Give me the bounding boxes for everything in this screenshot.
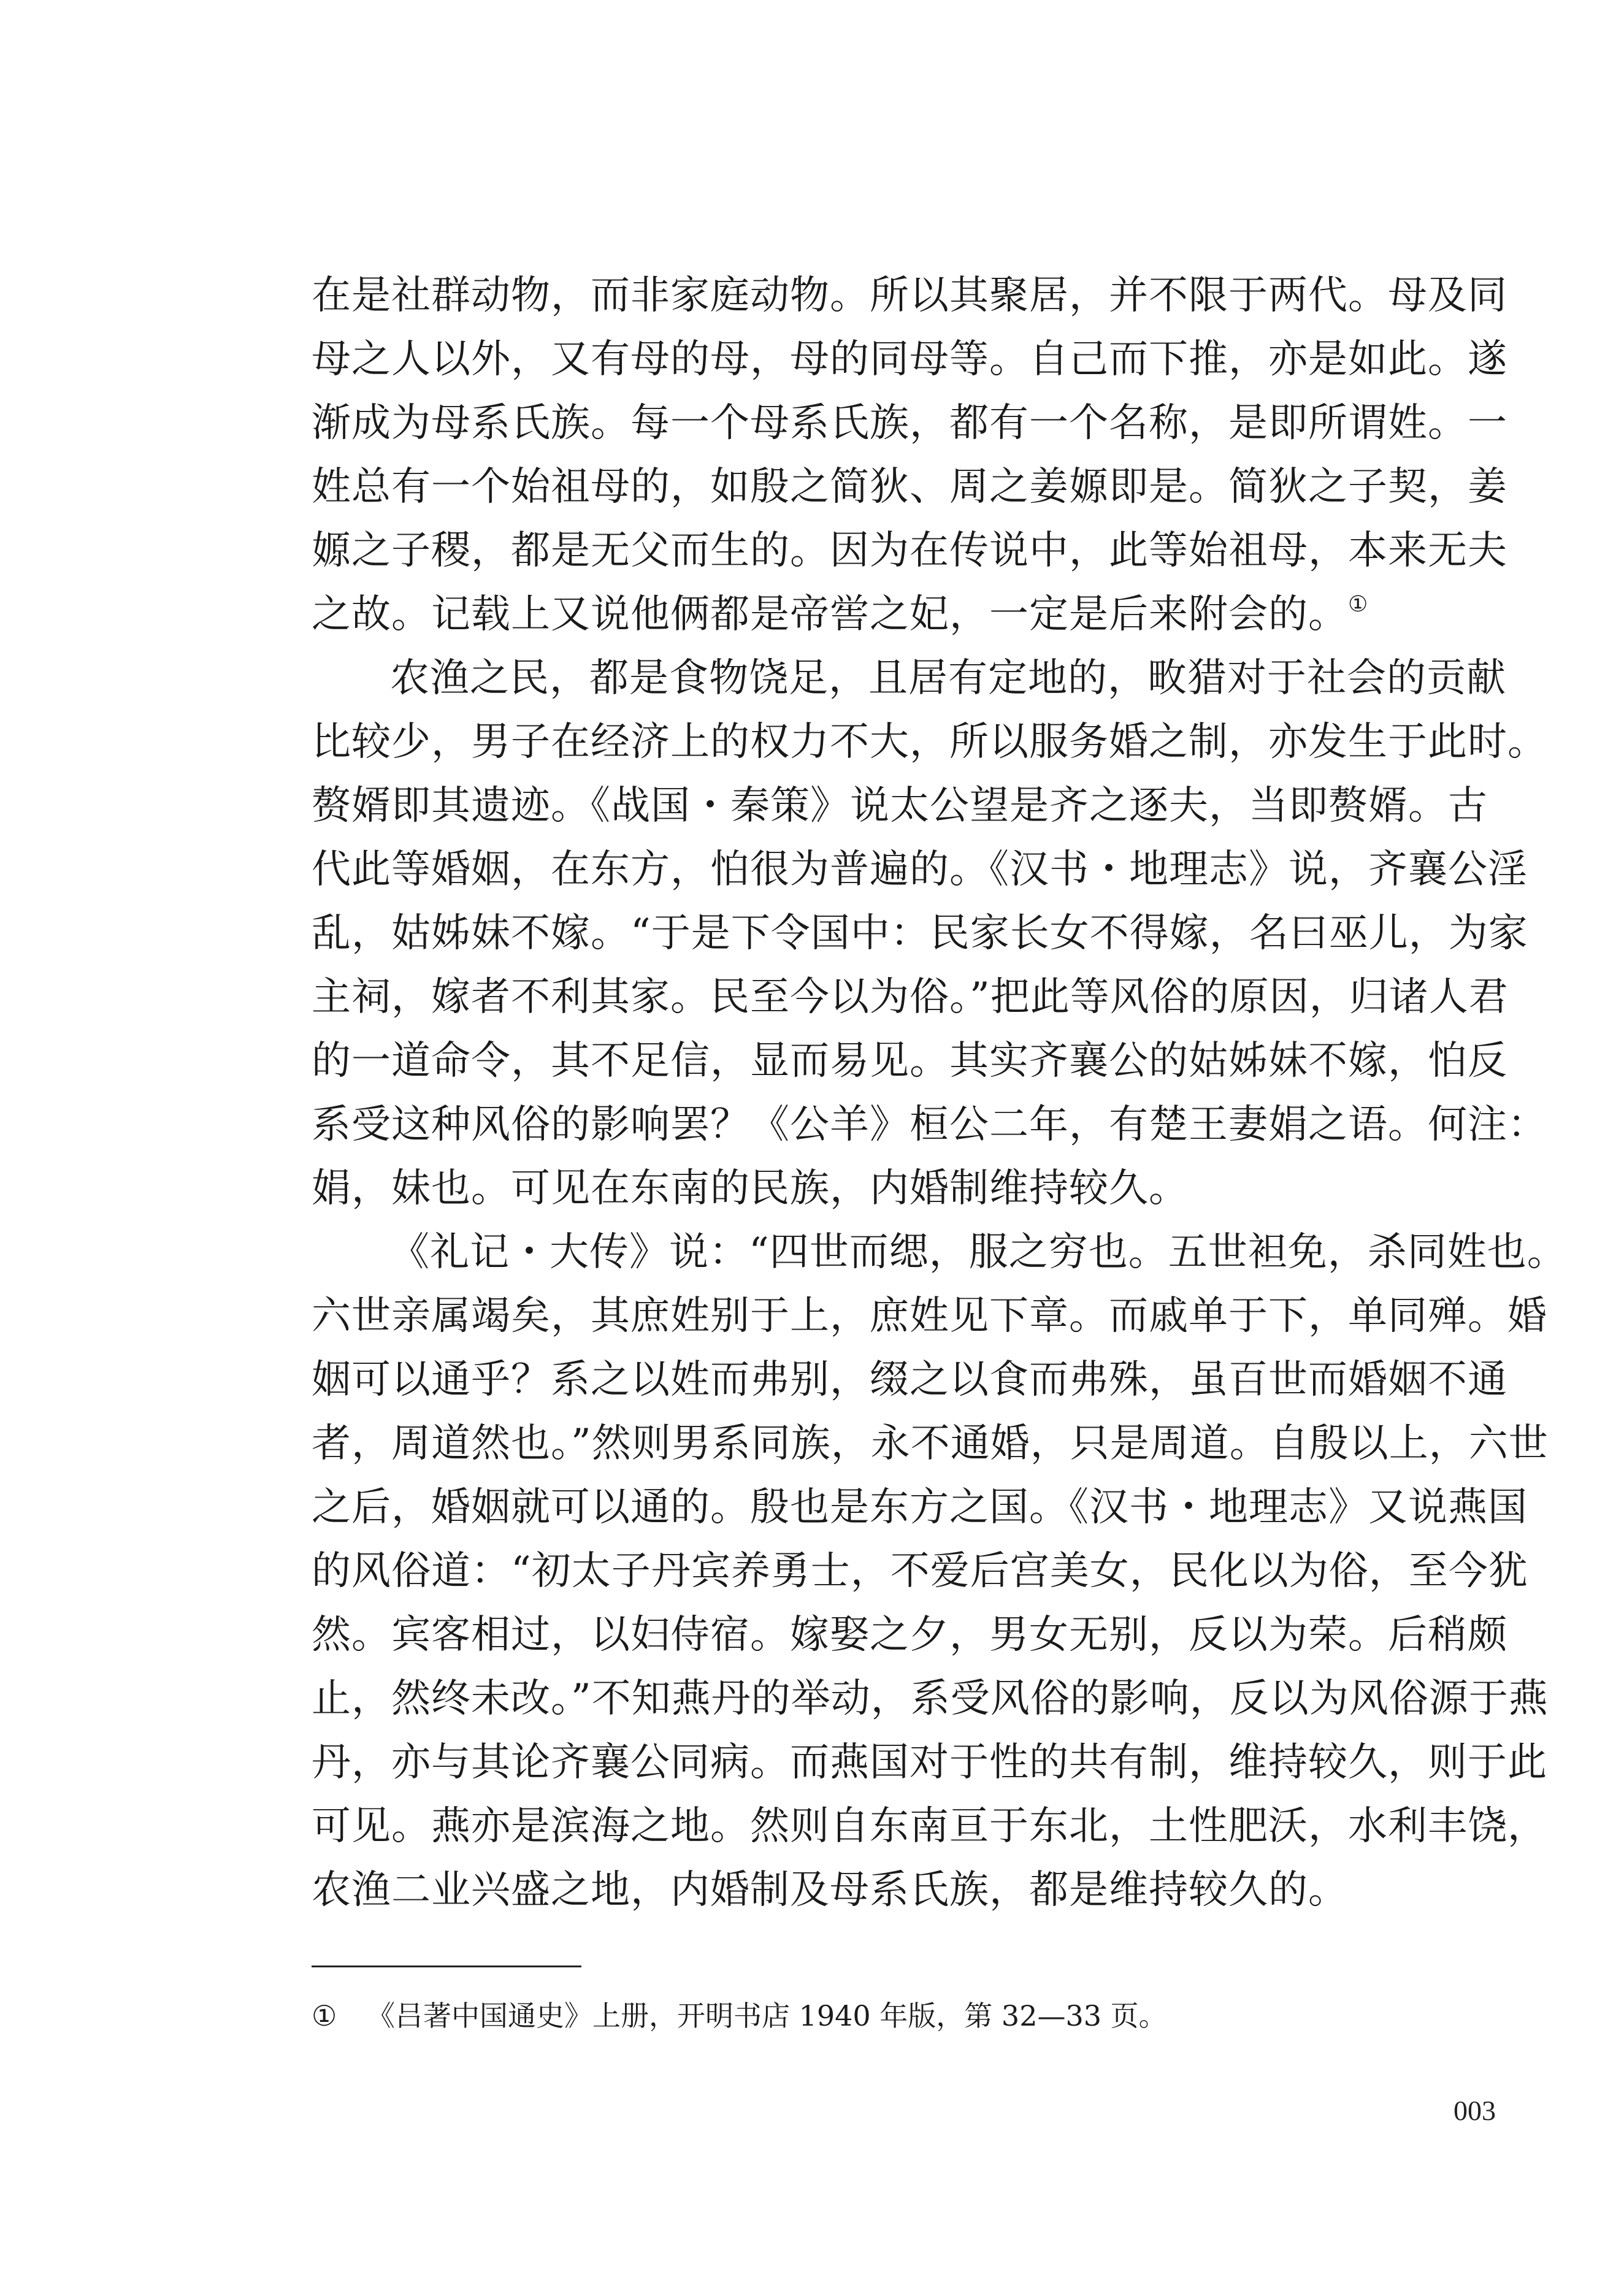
- text-line: 姓总有一个始祖母的，如殷之简狄、周之姜嫄即是。简狄之子契，姜: [312, 464, 1507, 510]
- footnote-reference[interactable]: ①: [1348, 592, 1369, 617]
- text-line: 《礼记・大传》说：“四世而缌，服之穷也。五世袒免，杀同姓也。: [390, 1230, 1567, 1275]
- text-line: 的一道命令，其不足信，显而易见。其实齐襄公的姑姊妹不嫁，怕反: [312, 1038, 1507, 1084]
- paragraph-3: [312, 1220, 1567, 1922]
- text-line: 娟，妹也。可见在东南的民族，内婚制维持较久。: [312, 1166, 1189, 1211]
- text-line: 母之人以外，又有母的母，母的同母等。自己而下推，亦是如此。遂: [312, 337, 1507, 382]
- text-line-content: 之故。记载上又说他俩都是帝喾之妃，一定是后来附会的。: [312, 592, 1348, 637]
- body-text: [312, 264, 1567, 1922]
- text-line: 比较少，男子在经济上的权力不大，所以服务婚之制，亦发生于此时。: [312, 719, 1547, 765]
- footnote: [312, 1994, 1167, 2037]
- footnote-divider: [312, 1966, 581, 1967]
- text-line: [312, 583, 1428, 646]
- text-line: 渐成为母系氏族。每一个母系氏族，都有一个名称，是即所谓姓。一: [312, 400, 1507, 446]
- text-line: 在是社群动物，而非家庭动物。所以其聚居，并不限于两代。母及同: [312, 273, 1507, 318]
- text-line: 可见。燕亦是滨海之地。然则自东南亘于东北，土性肥沃，水利丰饶，: [312, 1804, 1547, 1849]
- footnote-text: 《吕著中国通史》上册，开明书店 1940 年版，第 32—33 页。: [367, 1999, 1167, 2032]
- text-line: 然。宾客相过，以妇侍宿。嫁娶之夕，男女无别，反以为荣。后稍颇: [312, 1612, 1507, 1658]
- text-line: 姻可以通乎？系之以姓而弗别，缀之以食而弗殊，虽百世而婚姻不通: [312, 1357, 1507, 1403]
- text-line: 丹，亦与其论齐襄公同病。而燕国对于性的共有制，维持较久，则于此: [312, 1740, 1547, 1785]
- text-line: 六世亲属竭矣，其庶姓别于上，庶姓见下章。而戚单于下，单同殚。婚: [312, 1293, 1547, 1339]
- page-number: 003: [1454, 2095, 1496, 2126]
- footnote-mark: ①: [312, 1999, 337, 2032]
- text-line: 农渔之民，都是食物饶足，且居有定地的，畋猎对于社会的贡献: [390, 656, 1506, 701]
- text-line: 的风俗道：“初太子丹宾养勇士，不爱后宫美女，民化以为俗，至今犹: [312, 1548, 1528, 1594]
- paragraph-2: [312, 646, 1547, 1220]
- text-line: 农渔二业兴盛之地，内婚制及母系氏族，都是维持较久的。: [312, 1867, 1348, 1913]
- text-line: 之后，婚姻就可以通的。殷也是东方之国。《汉书・地理志》又说燕国: [312, 1485, 1528, 1530]
- text-line: 者，周道然也。”然则男系同族，永不通婚，只是周道。自殷以上，六世: [312, 1421, 1549, 1466]
- paragraph-1: [312, 264, 1507, 646]
- text-line: 止，然终未改。”不知燕丹的举动，系受风俗的影响，反以为风俗源于燕: [312, 1676, 1549, 1721]
- text-line: 主祠，嫁者不利其家。民至今以为俗。”把此等风俗的原因，归诸人君: [312, 974, 1509, 1020]
- text-line: 乱，姑姊妹不嫁。“于是下令国中：民家长女不得嫁，名曰巫儿，为家: [312, 911, 1528, 956]
- text-line: 系受这种风俗的影响罢？《公羊》桓公二年，有楚王妻娟之语。何注：: [312, 1102, 1547, 1147]
- text-line: 嫄之子稷，都是无父而生的。因为在传说中，此等始祖母，本来无夫: [312, 528, 1507, 573]
- text-line: 代此等婚姻，在东方，怕很为普遍的。《汉书・地理志》说，齐襄公淫: [312, 847, 1528, 892]
- text-line: 赘婿即其遗迹。《战国・秦策》说太公望是齐之逐夫，当即赘婿。古: [312, 783, 1488, 829]
